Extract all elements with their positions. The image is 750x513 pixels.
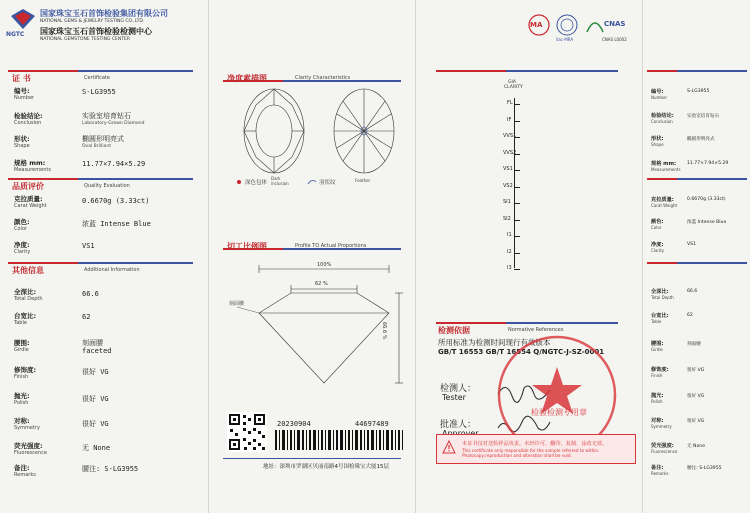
summary-label: 荧光强度:	[651, 443, 674, 449]
summary-label-en: Finish	[651, 373, 663, 378]
refs-line-2: GB/T 16553 GB/T 16554 Q/NGTC-J-SZ-0001	[438, 348, 605, 356]
summary-label-en: Girdle	[651, 347, 663, 352]
summary-label-en: Symmetry	[651, 424, 672, 429]
left-panel	[0, 0, 208, 513]
clarity-diagram	[229, 86, 409, 176]
center-name-en: NATIONAL GEMSTONE TESTING CENTER	[40, 37, 130, 42]
summary-value: 刻面腰	[687, 342, 701, 347]
clarity-scale-grade: I3	[507, 265, 512, 271]
section-rule	[78, 70, 193, 72]
summary-value: 浓蓝 Intense Blue	[687, 220, 727, 225]
field-value-clarity: VS1	[82, 242, 95, 250]
address: 地址：深圳市罗湖区贝丽南路4号国检珠宝大厦15层	[263, 464, 389, 470]
section-rule	[8, 178, 78, 180]
clarity-scale-grade: I2	[507, 248, 512, 255]
summary-value: 实验室培育钻石	[687, 114, 720, 119]
clarity-scale-grade: SI1	[503, 199, 511, 205]
field-label-en: Color	[14, 226, 28, 232]
clarity-scale-axis	[514, 98, 515, 268]
section-subtitle-other: Additional Information	[84, 267, 140, 273]
dark-inclusion-icon	[235, 178, 243, 186]
org-name-en: NATIONAL GEMS & JEWELRY TESTING CO.,LTD.	[40, 19, 145, 24]
field-value-carat: 0.6670g (3.33ct)	[82, 197, 150, 205]
legend-label: 羽状纹	[319, 180, 336, 186]
clarity-scale-tick	[514, 170, 520, 171]
summary-label: 腰围:	[651, 341, 664, 347]
section-rule	[647, 262, 677, 264]
summary-label-en: Total Depth	[651, 295, 674, 300]
section-subtitle-cert: Certificate	[84, 75, 110, 81]
summary-label: 备注:	[651, 465, 664, 471]
field-label-finish: 修饰度:	[14, 366, 37, 374]
clarity-scale-grade: FL	[507, 100, 513, 106]
field-label-number: 编号:	[14, 87, 30, 95]
field-label-en: Symmetry	[14, 425, 40, 431]
section-rule	[78, 262, 193, 264]
stamp-text: 检验检测专用章	[531, 408, 587, 417]
ma-seal-label: MA	[530, 21, 543, 29]
field-label-table: 台宽比:	[14, 312, 37, 320]
clarity-scale-tick	[514, 220, 520, 221]
footer-rule	[223, 458, 401, 459]
notice-en: This certificate only responsible for the sample referred to within. Photocopy,reproduction and alteration shall be void.	[462, 448, 600, 458]
summary-value: VS1	[687, 242, 696, 247]
profile-table-label: 62 %	[315, 281, 328, 287]
field-value-remarks: 腰注: S-LG3955	[82, 465, 139, 473]
right-panel	[643, 0, 750, 513]
refs-line-1: 所用标准为检测时间现行有效版本	[438, 338, 551, 347]
field-label-en: Carat Weight	[14, 203, 47, 209]
field-label-en: Shape	[14, 143, 30, 149]
section-rule	[8, 70, 78, 72]
summary-label: 克拉质量:	[651, 197, 674, 203]
tester-label: 检测人：	[440, 384, 477, 394]
field-value-finish: 很好 VG	[82, 368, 109, 376]
field-label-clarity: 净度:	[14, 241, 30, 249]
ngtc-logo-icon	[10, 8, 36, 30]
section-rule	[8, 262, 78, 264]
section-rule	[677, 178, 747, 180]
summary-value: 0.6670g (3.33ct)	[687, 197, 726, 202]
field-label-en: Polish	[14, 400, 29, 406]
notice-cn: 本证书仅对送检样品负责，未经许可，翻印、复制、涂改无效。	[462, 441, 608, 447]
field-label-en: Fluorescence	[14, 450, 47, 456]
summary-value: 很好 VG	[687, 394, 705, 399]
summary-label: 规格 mm:	[651, 161, 677, 167]
field-label-remarks: 备注:	[14, 464, 30, 472]
field-label-shape: 形状:	[14, 135, 30, 143]
field-label-polish: 抛光:	[14, 392, 30, 400]
serial-number: 44697489	[355, 420, 389, 428]
summary-label: 对称:	[651, 418, 664, 424]
clarity-scale-title: GIA CLARITY	[504, 80, 523, 90]
issue-date: 20230904	[277, 420, 311, 428]
cnas-seal-icon	[584, 14, 606, 36]
clarity-scale-grade: SI2	[503, 215, 511, 222]
cnas-number: CNAS L0002	[602, 37, 627, 42]
summary-label: 净度:	[651, 242, 664, 248]
approver-label: 批准人：	[440, 420, 477, 430]
summary-label: 修饰度:	[651, 367, 669, 373]
section-rule	[436, 322, 506, 324]
summary-label: 台宽比:	[651, 313, 669, 319]
clarity-scale-grade: VVS2	[503, 149, 517, 156]
section-subtitle-clarity: Clarity Characteristics	[295, 75, 351, 81]
field-value-depth: 66.6	[82, 290, 99, 298]
field-label-en: Total Depth	[14, 296, 43, 302]
field-label-color: 颜色:	[14, 218, 30, 226]
org-name-cn: 国家珠宝玉石首饰检验集团有限公司	[40, 9, 168, 18]
summary-value: S-LG3955	[687, 89, 710, 94]
summary-label-en: Color	[651, 225, 662, 230]
section-rule	[436, 70, 506, 72]
summary-value: 11.77×7.94×5.29	[687, 161, 729, 166]
ilac-label: ilac-MRA	[556, 37, 574, 42]
tester-label-en: Tester	[442, 393, 466, 402]
clarity-scale-tick	[514, 236, 520, 237]
section-title-cert: 证 书	[12, 74, 31, 83]
summary-label: 检验结论:	[651, 113, 674, 119]
profile-girdle-label: 刻面腰	[229, 301, 245, 307]
summary-label: 编号:	[651, 89, 664, 95]
section-rule	[677, 262, 747, 264]
section-subtitle-quality: Quality Evaluation	[84, 183, 130, 189]
section-title-profile: 切工比例图	[227, 242, 267, 251]
summary-value: 腰注: S-LG3955	[687, 466, 722, 471]
clarity-scale-tick	[514, 253, 520, 254]
section-rule	[506, 322, 618, 324]
summary-label-en: Carat Weight	[651, 203, 678, 208]
field-label-carat: 克拉质量:	[14, 195, 43, 203]
legend-label-en: Feather	[355, 178, 371, 183]
clarity-scale-grade: VS1	[503, 166, 513, 172]
summary-label: 全深比:	[651, 289, 669, 295]
summary-value: 很好 VG	[687, 368, 705, 373]
section-title-other: 其他信息	[12, 266, 44, 275]
summary-label-en: Conclusion	[651, 119, 673, 124]
section-rule	[78, 178, 193, 180]
ilac-seal-icon	[556, 14, 578, 36]
summary-label: 形状:	[651, 136, 664, 142]
section-rule	[506, 70, 618, 72]
summary-value: 椭圆形明亮式	[687, 137, 715, 142]
field-label-depth: 全深比:	[14, 288, 37, 296]
references-panel	[416, 0, 642, 513]
clarity-scale-tick	[514, 203, 520, 204]
summary-value: 很好 VG	[687, 419, 705, 424]
section-subtitle-profile: Profile TO Actual Proportions	[295, 243, 367, 249]
summary-value: 62	[687, 313, 693, 318]
summary-label-en: Shape	[651, 142, 664, 147]
barcode-icon	[275, 430, 403, 450]
diagram-panel	[209, 0, 415, 513]
field-value-table: 62	[82, 313, 91, 321]
field-value-shape-en: Oval Brilliant	[82, 144, 111, 149]
field-label-en: Clarity	[14, 249, 31, 255]
clarity-scale-tick	[514, 269, 520, 270]
section-title-quality: 品质评价	[12, 182, 44, 191]
summary-label-en: Number	[651, 95, 668, 100]
field-value-symmetry: 很好 VG	[82, 420, 109, 428]
field-value-conclusion-en: Laboratory-Grown Diamond	[82, 121, 145, 126]
section-rule	[647, 70, 677, 72]
clarity-scale-grade: VS2	[503, 182, 513, 189]
field-label-en: Table	[14, 320, 27, 326]
field-label-en: Remarks	[14, 472, 36, 478]
field-value-girdle-en: faceted	[82, 347, 112, 355]
field-value-conclusion: 实验室培育钻石	[82, 112, 131, 120]
legend-label-en: Dark inclusion	[271, 176, 289, 186]
summary-label-en: Measurements	[651, 167, 681, 172]
clarity-scale-tick	[514, 104, 520, 105]
feather-icon	[307, 178, 317, 186]
profile-width-label: 100%	[317, 262, 332, 268]
legend-label: 深色包体	[245, 180, 268, 186]
field-label-en: Conclusion	[14, 120, 42, 126]
clarity-scale-tick	[514, 187, 520, 188]
section-title-clarity: 净度素描图	[227, 74, 267, 83]
warning-icon	[442, 440, 456, 454]
field-value-fluorescence: 无 None	[82, 444, 111, 452]
field-value-color: 浓蓝 Intense Blue	[82, 220, 151, 228]
section-subtitle-refs: Normative References	[508, 327, 564, 333]
field-value-shape: 椭圆形明亮式	[82, 135, 124, 143]
section-title-refs: 检测依据	[438, 326, 470, 335]
field-value-girdle: 刻面腰	[82, 339, 103, 347]
section-rule	[647, 178, 677, 180]
summary-label-en: Remarks	[651, 471, 669, 476]
summary-label-en: Clarity	[651, 248, 665, 253]
field-label-measurements: 规格 mm:	[14, 159, 46, 167]
field-label-symmetry: 对称:	[14, 417, 30, 425]
summary-label-en: Fluorescence	[651, 449, 678, 454]
summary-value: 66.6	[687, 289, 698, 294]
field-label-en: Measurements	[14, 167, 51, 173]
logo-text: NGTC	[6, 31, 25, 38]
field-label-en: Number	[14, 95, 35, 101]
summary-value: 无 None	[687, 444, 706, 449]
cnas-label: CNAS	[604, 20, 626, 28]
clarity-scale-tick	[514, 121, 520, 122]
summary-label-en: Polish	[651, 399, 663, 404]
summary-label: 颜色:	[651, 219, 664, 225]
summary-label: 抛光:	[651, 393, 664, 399]
field-label-girdle: 腰围:	[14, 339, 30, 347]
clarity-scale-grade: I1	[507, 232, 512, 238]
clarity-scale-grade: VVS1	[503, 133, 517, 139]
field-label-conclusion: 检验结论:	[14, 112, 43, 120]
summary-label-en: Table	[651, 319, 662, 324]
field-label-en: Girdle	[14, 347, 29, 353]
section-rule	[677, 70, 747, 72]
field-value-polish: 很好 VG	[82, 395, 109, 403]
center-name-cn: 国家珠宝玉石首饰检验检测中心	[40, 27, 152, 36]
field-value-measurements: 11.77×7.94×5.29	[82, 160, 146, 168]
profile-depth-label: 66.6 %	[381, 322, 387, 340]
field-label-en: Finish	[14, 374, 29, 380]
clarity-scale-grade: IF	[507, 116, 512, 123]
field-label-fluorescence: 荧光强度:	[14, 442, 43, 450]
field-value-number: S-LG3955	[82, 88, 116, 96]
qr-code-icon	[227, 412, 267, 452]
